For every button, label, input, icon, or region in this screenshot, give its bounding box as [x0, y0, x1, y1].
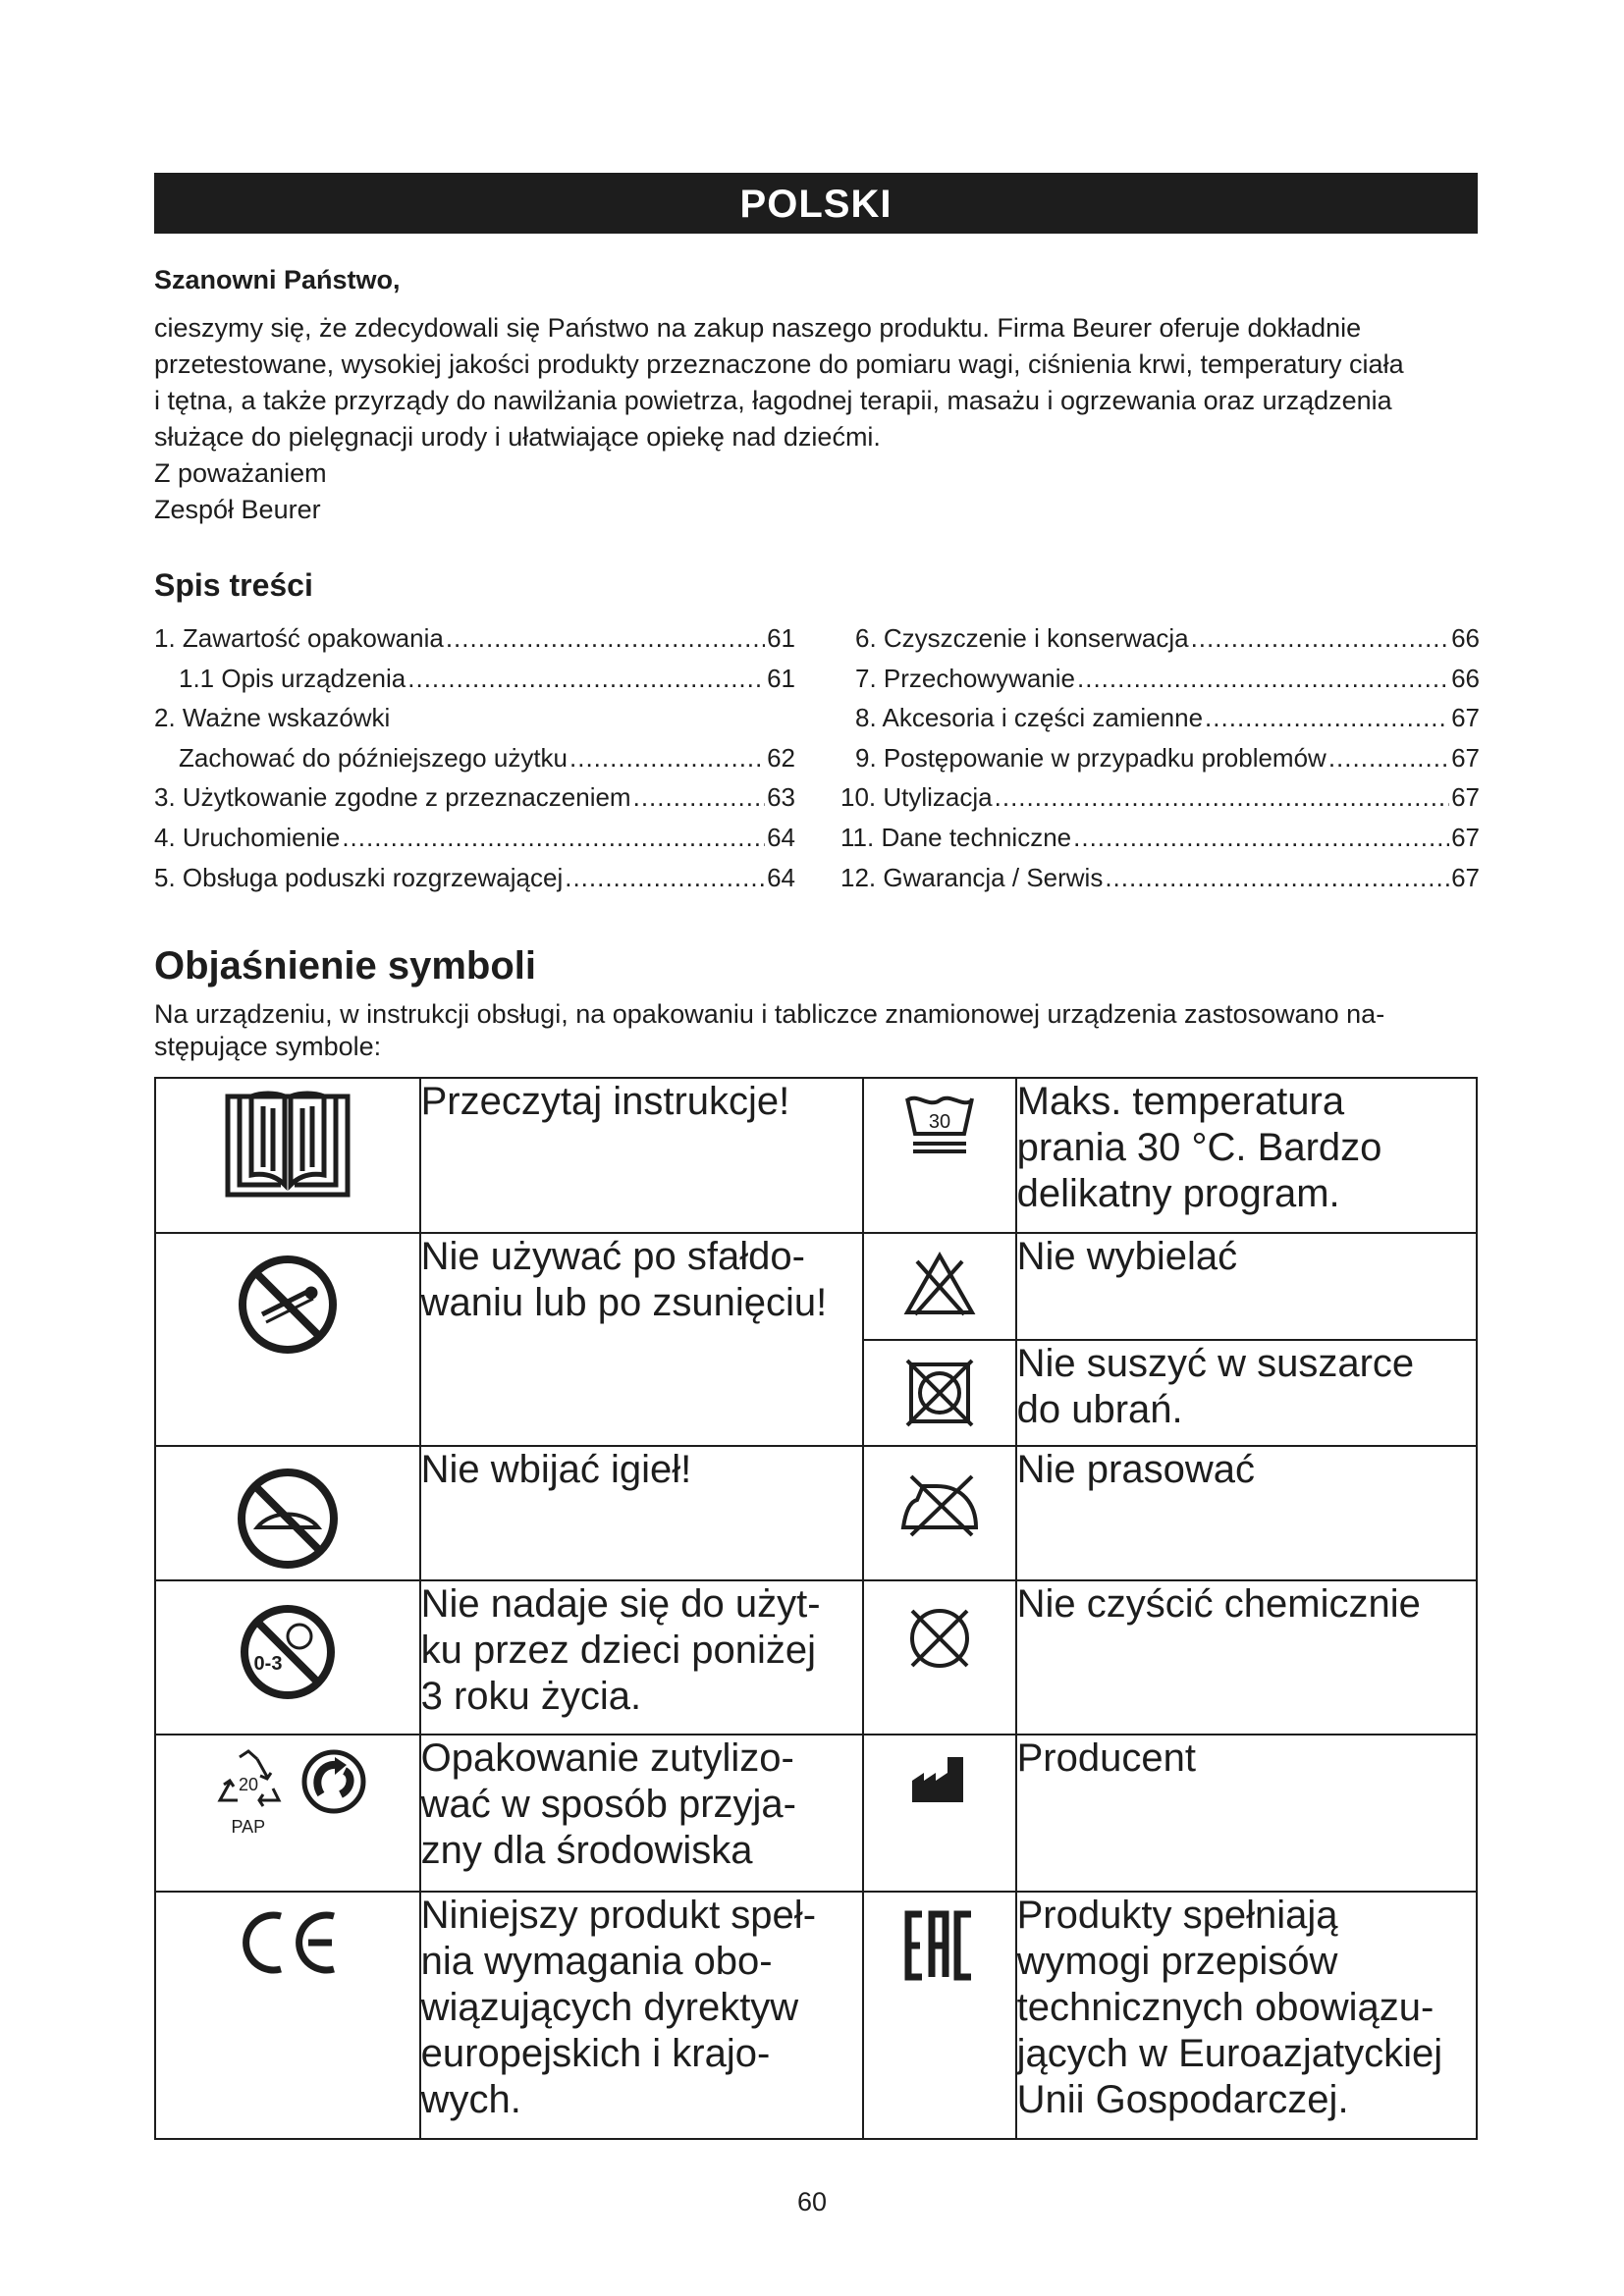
symbol-description: Opakowanie zutylizo- wać w sposób przyja- zny dla środowiska — [420, 1735, 863, 1892]
symbol-icon-cell — [863, 1892, 1016, 2139]
no-folding-icon — [237, 1254, 339, 1356]
toc-left-column — [154, 618, 795, 897]
toc-entry[interactable]: 6. Czyszczenie i konserwacja ..... 66 — [840, 618, 1480, 659]
symbol-description: Produkty spełniają wymogi przepisów technicznych obowiązu- jących w Euroazjatyckiej Unii Gospodarczej. — [1016, 1892, 1477, 2139]
symbol-icon-cell — [155, 1078, 420, 1233]
section-title-bar: POLSKI — [154, 173, 1478, 234]
symbols-table — [154, 1077, 1478, 2140]
intro-line: przetestowane, wysokiej jakości produkty przeznaczone do pomiaru wagi, ciśnienia krwi, temperatury ciała — [154, 349, 1404, 379]
symbol-icon-cell — [863, 1078, 1016, 1233]
intro-line: i tętna, a także przyrządy do nawilżania powietrza, łagodnej terapii, masażu i ogrzewania oraz urządzenia — [154, 386, 1392, 415]
symbol-description: Nie używać po sfałdo- waniu lub po zsunięciu! — [420, 1233, 863, 1446]
no-pins-icon — [236, 1467, 340, 1571]
toc-entry[interactable]: 10. Utylizacja ..... 67 — [840, 777, 1480, 818]
signature-line: Zespół Beurer — [154, 495, 321, 524]
no-bleach-icon — [903, 1250, 976, 1318]
toc-title: Spis treści — [154, 567, 313, 603]
eac-mark-icon — [904, 1910, 975, 1981]
symbol-icon-cell — [155, 1580, 420, 1735]
recycle-material-label: PAP — [231, 1817, 266, 1837]
toc-entry[interactable]: 3. Użytkowanie zgodne z przeznaczeniem ..... 63 — [154, 777, 795, 818]
symbol-icon-cell — [863, 1580, 1016, 1735]
ce-mark-icon — [234, 1910, 342, 1975]
toc-entry[interactable]: Zachować do późniejszego użytku ..... 62 — [154, 738, 795, 778]
intro-line: służące do pielęgnacji urody i ułatwiające opiekę nad dziećmi. — [154, 422, 881, 452]
wash-temp-label: 30 — [928, 1111, 950, 1133]
toc-entry[interactable]: 8. Akcesoria i części zamienne ..... 67 — [840, 698, 1480, 738]
greeting: Szanowni Państwo, — [154, 265, 401, 294]
symbol-description: Niniejszy produkt speł- nia wymagania obo- wiązujących dyrektyw europejskich i krajo- wych. — [420, 1892, 863, 2139]
symbol-icon-cell — [863, 1340, 1016, 1446]
no-iron-icon — [897, 1470, 982, 1539]
symbol-description: Przeczytaj instrukcje! — [420, 1078, 863, 1233]
intro-line: cieszymy się, że zdecydowali się Państwo na zakup naszego produktu. Firma Beurer oferuje dokładnie — [154, 313, 1362, 343]
symbol-description: Nie nadaje się do użyt- ku przez dzieci poniżej 3 roku życia. — [420, 1580, 863, 1735]
symbol-description: Nie prasować — [1016, 1446, 1477, 1580]
age-range-label: 0-3 — [253, 1653, 283, 1675]
toc-entry[interactable]: 2. Ważne wskazówki — [154, 703, 391, 733]
page-number: 60 — [796, 2187, 828, 2216]
no-dry-clean-icon — [904, 1603, 975, 1674]
toc-entry[interactable]: 1.1 Opis urządzenia ..... 61 — [154, 659, 795, 699]
manufacturer-icon — [908, 1753, 971, 1804]
symbol-description: Nie suszyć w suszarce do ubrań. — [1016, 1340, 1477, 1446]
toc-entry[interactable]: 9. Postępowanie w przypadku problemów ..... 67 — [840, 738, 1480, 778]
symbol-icon-cell — [155, 1446, 420, 1580]
symbol-icon-cell — [863, 1233, 1016, 1340]
no-tumble-dry-icon — [905, 1359, 974, 1427]
symbol-description: Nie wbijać igieł! — [420, 1446, 863, 1580]
legend-title: Objaśnienie symboli — [154, 944, 537, 988]
symbol-icon-cell — [155, 1892, 420, 2139]
symbol-icon-cell — [155, 1233, 420, 1446]
intro-paragraph — [154, 310, 1480, 528]
symbol-row — [155, 1233, 1477, 1340]
not-for-children-under-3-icon — [239, 1603, 337, 1701]
toc-entry[interactable]: 12. Gwarancja / Serwis ..... 67 — [840, 858, 1480, 898]
recycle-pap-20-icon — [214, 1749, 283, 1812]
symbol-icon-cell — [863, 1446, 1016, 1580]
green-dot-icon — [301, 1749, 366, 1814]
toc-entry[interactable]: 1. Zawartość opakowania ..... 61 — [154, 618, 795, 659]
symbol-row — [155, 1892, 1477, 2139]
legend-intro-line: stępujące symbole: — [154, 1032, 382, 1061]
symbol-description: Nie czyścić chemicznie — [1016, 1580, 1477, 1735]
toc-entry[interactable]: 7. Przechowywanie ..... 66 — [840, 659, 1480, 699]
toc-entry[interactable]: 5. Obsługa poduszki rozgrzewającej ..... 64 — [154, 858, 795, 898]
toc-entry[interactable]: 4. Uruchomienie ..... 64 — [154, 818, 795, 858]
book-icon — [224, 1091, 352, 1201]
symbol-row — [155, 1446, 1477, 1580]
closing-line: Z poważaniem — [154, 458, 327, 488]
symbol-row — [155, 1078, 1477, 1233]
recycle-number: 20 — [238, 1775, 258, 1794]
symbol-description: Maks. temperatura prania 30 °C. Bardzo delikatny program. — [1016, 1078, 1477, 1233]
toc-entry[interactable]: 11. Dane techniczne ..... 67 — [840, 818, 1480, 858]
toc-right-column — [840, 618, 1480, 897]
symbol-row — [155, 1735, 1477, 1892]
symbol-icon-cell — [863, 1735, 1016, 1892]
wash-30-gentle-icon — [901, 1089, 978, 1165]
symbol-icon-cell — [155, 1735, 420, 1892]
symbol-description: Producent — [1016, 1735, 1477, 1892]
legend-intro — [154, 998, 1480, 1063]
legend-intro-line: Na urządzeniu, w instrukcji obsługi, na opakowaniu i tabliczce znamionowej urządzenia zastosowano na- — [154, 999, 1385, 1029]
symbol-row — [155, 1580, 1477, 1735]
symbol-description: Nie wybielać — [1016, 1233, 1477, 1340]
